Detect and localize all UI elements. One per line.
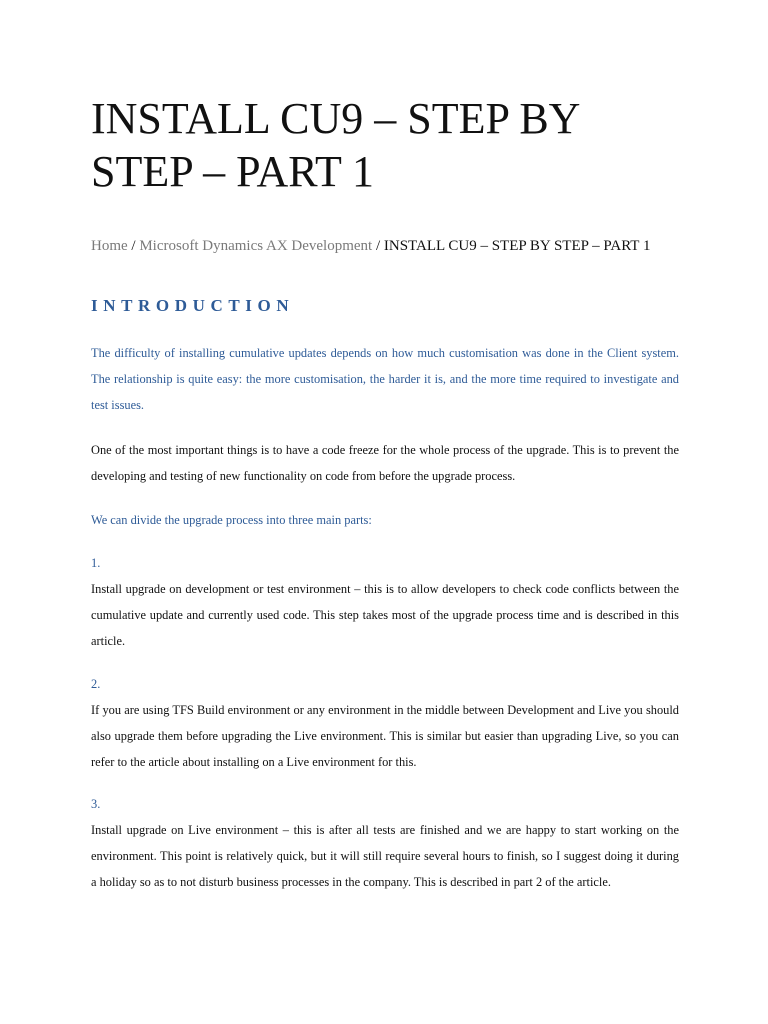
intro-paragraph: The difficulty of installing cumulative updates depends on how much customisation was done in the Client system. The relationship is quite easy: the more customisation, the harder it is, and the more time required to investigate and test issues. bbox=[91, 346, 679, 412]
breadcrumb-current: INSTALL CU9 – STEP BY STEP – PART 1 bbox=[383, 238, 651, 254]
step-number: 1. bbox=[91, 556, 101, 570]
step-text: If you are using TFS Build environment or any environment in the middle between Development and Live you should also upgrade them before upgrading the Live environment. This is similar but easier than upgrading Live, so you can refer to the article about installing on a Live environment for this. bbox=[91, 703, 679, 769]
breadcrumb bbox=[91, 236, 691, 256]
breadcrumb-home-link[interactable]: Home bbox=[91, 238, 128, 254]
step-text: Install upgrade on development or test environment – this is to allow developers to check code conflicts between the cumulative update and currently used code. This step takes most of the upgrade process time and is described in this article. bbox=[91, 582, 679, 648]
breadcrumb-separator: / bbox=[372, 238, 384, 254]
breadcrumb-separator: / bbox=[127, 238, 140, 254]
page-title: INSTALL CU9 – STEP BY STEP – PART 1 bbox=[91, 94, 579, 196]
section-heading-introduction: INTRODUCTION bbox=[91, 296, 295, 315]
breadcrumb-category-link[interactable]: Microsoft Dynamics AX Development bbox=[139, 238, 373, 254]
step-number: 3. bbox=[91, 797, 101, 811]
upgrade-parts-paragraph: We can divide the upgrade process into three main parts: bbox=[91, 513, 372, 527]
code-freeze-paragraph: One of the most important things is to have a code freeze for the whole process of the upgrade. This is to prevent the developing and testing of new functionality on code from before the upgrade process. bbox=[91, 443, 679, 483]
step-text: Install upgrade on Live environment – this is after all tests are finished and we are happy to start working on the environment. This point is relatively quick, but it will still require several hours to finish, so I suggest doing it during a holiday so as to not disturb business processes in the company. This is described in part 2 of the article. bbox=[91, 823, 679, 889]
step-number: 2. bbox=[91, 677, 101, 691]
